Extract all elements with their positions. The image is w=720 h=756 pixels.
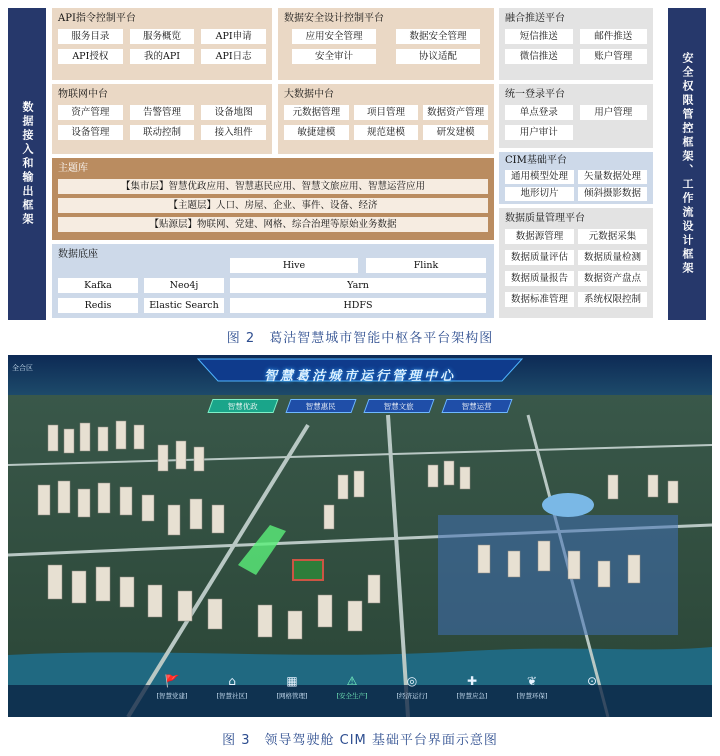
api-item: API申请 bbox=[201, 29, 266, 44]
api-item: API授权 bbox=[58, 49, 123, 64]
nav-location[interactable] bbox=[568, 673, 616, 700]
figure-2-caption: 图 2 葛沽智慧城市智能中枢各平台架构图 bbox=[226, 331, 494, 346]
quality-item: 元数据采集 bbox=[578, 229, 647, 244]
tab-smart-governance[interactable]: 智慧优政 bbox=[207, 399, 278, 413]
security-item: 安全审计 bbox=[292, 49, 376, 64]
nav-emergency[interactable]: ✚ [智慧应急] bbox=[448, 673, 496, 700]
tab-smart-livelihood[interactable]: 智慧惠民 bbox=[285, 399, 356, 413]
nav-environment[interactable]: ❦ [智慧环保] bbox=[508, 673, 556, 700]
globe-icon: ◎ bbox=[406, 674, 418, 688]
bigdata-item: 敏捷建模 bbox=[284, 125, 349, 140]
quality-item: 数据质量报告 bbox=[505, 271, 574, 286]
location-pin-icon: ⊙ bbox=[586, 674, 598, 688]
fusion-item: 微信推送 bbox=[505, 49, 573, 64]
api-item: API日志 bbox=[201, 49, 266, 64]
api-item: 我的API bbox=[130, 49, 195, 64]
theme-db-panel bbox=[52, 158, 494, 240]
nav-smart-community[interactable]: ⌂ [智慧社区] bbox=[208, 673, 256, 700]
security-item: 协议适配 bbox=[396, 49, 480, 64]
iot-platform-title: 物联网中台 bbox=[58, 89, 108, 100]
nav-economic-operation[interactable]: ◎ [经济运行] bbox=[388, 673, 436, 700]
nav-party-building[interactable]: 🚩 [智慧党建] bbox=[148, 673, 196, 700]
bigdata-item: 项目管理 bbox=[354, 105, 419, 120]
area-selector-label[interactable]: 全合区 bbox=[12, 364, 33, 372]
quality-platform-panel bbox=[499, 208, 653, 318]
cim-item: 通用模型处理 bbox=[505, 170, 574, 184]
base-item-yarn: Yarn bbox=[230, 278, 486, 293]
security-item: 数据安全管理 bbox=[396, 29, 480, 44]
fusion-item: 短信推送 bbox=[505, 29, 573, 44]
login-item: 单点登录 bbox=[505, 105, 573, 120]
grid-icon: ▦ bbox=[286, 674, 298, 688]
iot-item: 设备管理 bbox=[58, 125, 123, 140]
cim-platform-title: CIM基础平台 bbox=[505, 155, 567, 166]
base-item-elasticsearch: Elastic Search bbox=[144, 298, 224, 313]
fusion-platform-title: 融合推送平台 bbox=[505, 13, 565, 24]
warning-icon: ⚠ bbox=[346, 674, 358, 688]
security-platform-title: 数据安全设计控制平台 bbox=[284, 13, 384, 24]
iot-item: 设备地图 bbox=[201, 105, 266, 120]
data-io-framework-sidebar: 数据接入和输出框架 bbox=[8, 8, 46, 320]
quality-item: 数据标准管理 bbox=[505, 292, 574, 307]
nav-grid-management[interactable]: ▦ [网格管理] bbox=[268, 673, 316, 700]
bigdata-item: 元数据管理 bbox=[284, 105, 349, 120]
cim-platform-panel bbox=[499, 152, 653, 204]
quality-item: 数据资产盘点 bbox=[578, 271, 647, 286]
theme-db-row-market: 【集市层】智慧优政应用、智慧惠民应用、智慧文旅应用、智慧运营应用 bbox=[58, 179, 488, 194]
base-item-hdfs: HDFS bbox=[230, 298, 486, 313]
quality-item: 数据质量评估 bbox=[505, 250, 574, 265]
quality-item: 数据源管理 bbox=[505, 229, 574, 244]
cim-item: 地形切片 bbox=[505, 187, 574, 201]
quality-item: 系统权限控制 bbox=[578, 292, 647, 307]
figure-3-caption: 图 3 领导驾驶舱 CIM 基础平台界面示意图 bbox=[222, 733, 498, 748]
api-platform-title: API指令控制平台 bbox=[58, 13, 136, 24]
base-item-hive: Hive bbox=[230, 258, 358, 273]
flag-icon: 🚩 bbox=[164, 674, 180, 688]
architecture-diagram bbox=[0, 0, 720, 320]
bigdata-item: 研发建模 bbox=[423, 125, 488, 140]
iot-item: 告警管理 bbox=[130, 105, 195, 120]
home-icon: ⌂ bbox=[228, 674, 236, 688]
fusion-item: 账户管理 bbox=[580, 49, 648, 64]
nav-safety-production[interactable]: ⚠ [安全生产] bbox=[328, 673, 376, 700]
fusion-platform-panel bbox=[499, 8, 653, 80]
cim-item: 矢量数据处理 bbox=[578, 170, 647, 184]
bigdata-platform-panel bbox=[278, 84, 494, 154]
cim-item: 倾斜摄影数据 bbox=[578, 187, 647, 201]
theme-db-row-theme: 【主题层】人口、房屋、企业、事件、设备、经济 bbox=[58, 198, 488, 213]
data-base-panel bbox=[52, 244, 494, 318]
leaf-icon: ❦ bbox=[526, 674, 538, 688]
quality-platform-title: 数据质量管理平台 bbox=[505, 213, 585, 224]
bigdata-item: 数据资产管理 bbox=[423, 105, 488, 120]
login-platform-panel bbox=[499, 84, 653, 148]
iot-item: 接入组件 bbox=[201, 125, 266, 140]
emergency-icon: ✚ bbox=[466, 674, 478, 688]
base-item-redis: Redis bbox=[58, 298, 138, 313]
cockpit-bottom-nav bbox=[148, 673, 616, 700]
fusion-item: 邮件推送 bbox=[580, 29, 648, 44]
tab-smart-tourism[interactable]: 智慧文旅 bbox=[363, 399, 434, 413]
data-base-title: 数据底座 bbox=[58, 249, 98, 260]
cim-cockpit-screenshot bbox=[8, 355, 712, 717]
base-item-flink: Flink bbox=[366, 258, 486, 273]
bigdata-item: 规范建模 bbox=[354, 125, 419, 140]
theme-db-title: 主题库 bbox=[58, 163, 88, 174]
login-item: 用户管理 bbox=[580, 105, 648, 120]
login-item: 用户审计 bbox=[505, 125, 573, 140]
login-platform-title: 统一登录平台 bbox=[505, 89, 565, 100]
api-item: 服务目录 bbox=[58, 29, 123, 44]
cockpit-top-tabs bbox=[210, 399, 510, 413]
iot-item: 资产管理 bbox=[58, 105, 123, 120]
security-workflow-framework-sidebar: 安全权限管控框架、工作流设计框架 bbox=[668, 8, 706, 320]
iot-item: 联动控制 bbox=[130, 125, 195, 140]
security-item: 应用安全管理 bbox=[292, 29, 376, 44]
theme-db-row-source: 【贴源层】物联网、党建、网格、综合治理等原始业务数据 bbox=[58, 217, 488, 232]
bigdata-platform-title: 大数据中台 bbox=[284, 89, 334, 100]
quality-item: 数据质量检测 bbox=[578, 250, 647, 265]
iot-platform-panel bbox=[52, 84, 272, 154]
base-item-neo4j: Neo4j bbox=[144, 278, 224, 293]
api-item: 服务概览 bbox=[130, 29, 195, 44]
security-platform-panel bbox=[278, 8, 494, 80]
cockpit-title: 智慧葛沽城市运行管理中心 bbox=[263, 369, 456, 384]
base-item-kafka: Kafka bbox=[58, 278, 138, 293]
api-platform-panel bbox=[52, 8, 272, 80]
tab-smart-operation[interactable]: 智慧运营 bbox=[441, 399, 512, 413]
